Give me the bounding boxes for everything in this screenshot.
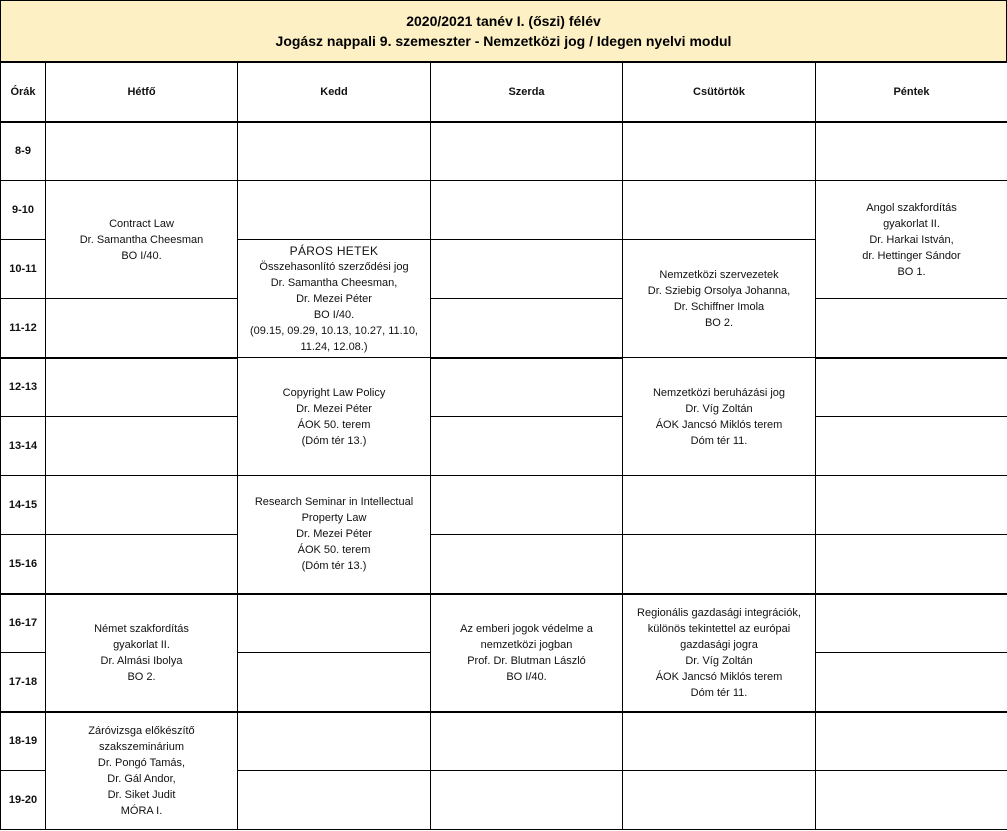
time-label: 12-13 xyxy=(1,358,46,417)
empty-slot xyxy=(431,771,623,830)
empty-slot xyxy=(431,122,623,181)
time-row xyxy=(1,122,1007,181)
time-label: 13-14 xyxy=(1,417,46,476)
event-human-rights-protection: Az emberi jogok védelme a nemzetközi jogban Prof. Dr. Blutman László BO I/40. xyxy=(431,594,623,712)
empty-slot xyxy=(816,712,1007,771)
event-english-translation: Angol szakfordítás gyakorlat II. Dr. Harkai István, dr. Hettinger Sándor BO 1. xyxy=(816,181,1007,299)
empty-slot xyxy=(816,594,1007,653)
day-header-row xyxy=(1,63,1007,122)
empty-slot xyxy=(431,712,623,771)
empty-slot xyxy=(623,122,816,181)
empty-slot xyxy=(238,122,431,181)
day-header-tuesday: Kedd xyxy=(238,63,431,122)
time-label: 11-12 xyxy=(1,299,46,358)
header-semester: 2020/2021 tanév I. (őszi) félév xyxy=(406,13,601,29)
empty-slot xyxy=(431,358,623,417)
event-final-exam-seminar: Záróvizsga előkészítő szakszeminárium Dr. Pongó Tamás, Dr. Gál Andor, Dr. Siket Judit MÓRA I. xyxy=(46,712,238,830)
timetable xyxy=(0,62,1007,830)
event-contract-law: Contract Law Dr. Samantha Cheesman BO I/40. xyxy=(46,181,238,299)
event-comparative-contract-law: PÁROS HETEK Összehasonlító szerződési jog Dr. Samantha Cheesman, Dr. Mezei Péter BO I/40. (09.15, 09.29, 10.13, 10.27, 11.10, 11.24, 12.08.) xyxy=(238,240,431,358)
time-label: 18-19 xyxy=(1,712,46,771)
day-header-wednesday: Szerda xyxy=(431,63,623,122)
time-label: 15-16 xyxy=(1,535,46,594)
time-row xyxy=(1,299,1007,358)
timetable-header xyxy=(0,0,1007,63)
time-label: 8-9 xyxy=(1,122,46,181)
event-copyright-law-policy: Copyright Law Policy Dr. Mezei Péter ÁOK 50. terem (Dóm tér 13.) xyxy=(238,358,431,476)
event-regional-economic-integration: Regionális gazdasági integrációk, különös tekintettel az európai gazdasági jogra Dr. Víg Zoltán ÁOK Jancsó Miklós terem Dóm tér 11. xyxy=(623,594,816,712)
empty-slot xyxy=(46,299,238,358)
time-label: 9-10 xyxy=(1,181,46,240)
day-header-thursday: Csütörtök xyxy=(623,63,816,122)
empty-slot xyxy=(431,476,623,535)
day-header-friday: Péntek xyxy=(816,63,1007,122)
empty-slot xyxy=(816,653,1007,712)
empty-slot xyxy=(623,181,816,240)
time-row xyxy=(1,476,1007,535)
empty-slot xyxy=(238,181,431,240)
empty-slot xyxy=(238,712,431,771)
empty-slot xyxy=(238,771,431,830)
empty-slot xyxy=(46,417,238,476)
empty-slot xyxy=(238,594,431,653)
empty-slot xyxy=(46,122,238,181)
empty-slot xyxy=(623,712,816,771)
empty-slot xyxy=(46,358,238,417)
empty-slot xyxy=(431,535,623,594)
empty-slot xyxy=(623,535,816,594)
header-program: Jogász nappali 9. szemeszter - Nemzetközi jog / Idegen nyelvi modul xyxy=(275,33,732,49)
event-international-investment-law: Nemzetközi beruházási jog Dr. Víg Zoltán ÁOK Jancsó Miklós terem Dóm tér 11. xyxy=(623,358,816,476)
empty-slot xyxy=(46,535,238,594)
empty-slot xyxy=(623,476,816,535)
empty-slot xyxy=(431,417,623,476)
empty-slot xyxy=(816,358,1007,417)
empty-slot xyxy=(431,299,623,358)
hours-header: Órák xyxy=(1,63,46,122)
time-row xyxy=(1,417,1007,476)
time-row xyxy=(1,594,1007,653)
empty-slot xyxy=(431,181,623,240)
event-research-seminar-ip: Research Seminar in Intellectual Property Law Dr. Mezei Péter ÁOK 50. terem (Dóm tér 13.) xyxy=(238,476,431,594)
empty-slot xyxy=(816,417,1007,476)
empty-slot xyxy=(238,653,431,712)
time-row xyxy=(1,535,1007,594)
empty-slot xyxy=(816,299,1007,358)
empty-slot xyxy=(816,476,1007,535)
day-header-monday: Hétfő xyxy=(46,63,238,122)
time-label: 17-18 xyxy=(1,653,46,712)
time-row xyxy=(1,712,1007,771)
time-label: 14-15 xyxy=(1,476,46,535)
empty-slot xyxy=(623,771,816,830)
event-german-translation: Német szakfordítás gyakorlat II. Dr. Almási Ibolya BO 2. xyxy=(46,594,238,712)
empty-slot xyxy=(816,535,1007,594)
empty-slot xyxy=(46,476,238,535)
time-row xyxy=(1,181,1007,240)
empty-slot xyxy=(816,122,1007,181)
time-label: 10-11 xyxy=(1,240,46,299)
event-international-organizations: Nemzetközi szervezetek Dr. Sziebig Orsolya Johanna, Dr. Schiffner Imola BO 2. xyxy=(623,240,816,358)
time-label: 19-20 xyxy=(1,771,46,830)
time-row xyxy=(1,358,1007,417)
empty-slot xyxy=(431,240,623,299)
empty-slot xyxy=(816,771,1007,830)
time-label: 16-17 xyxy=(1,594,46,653)
